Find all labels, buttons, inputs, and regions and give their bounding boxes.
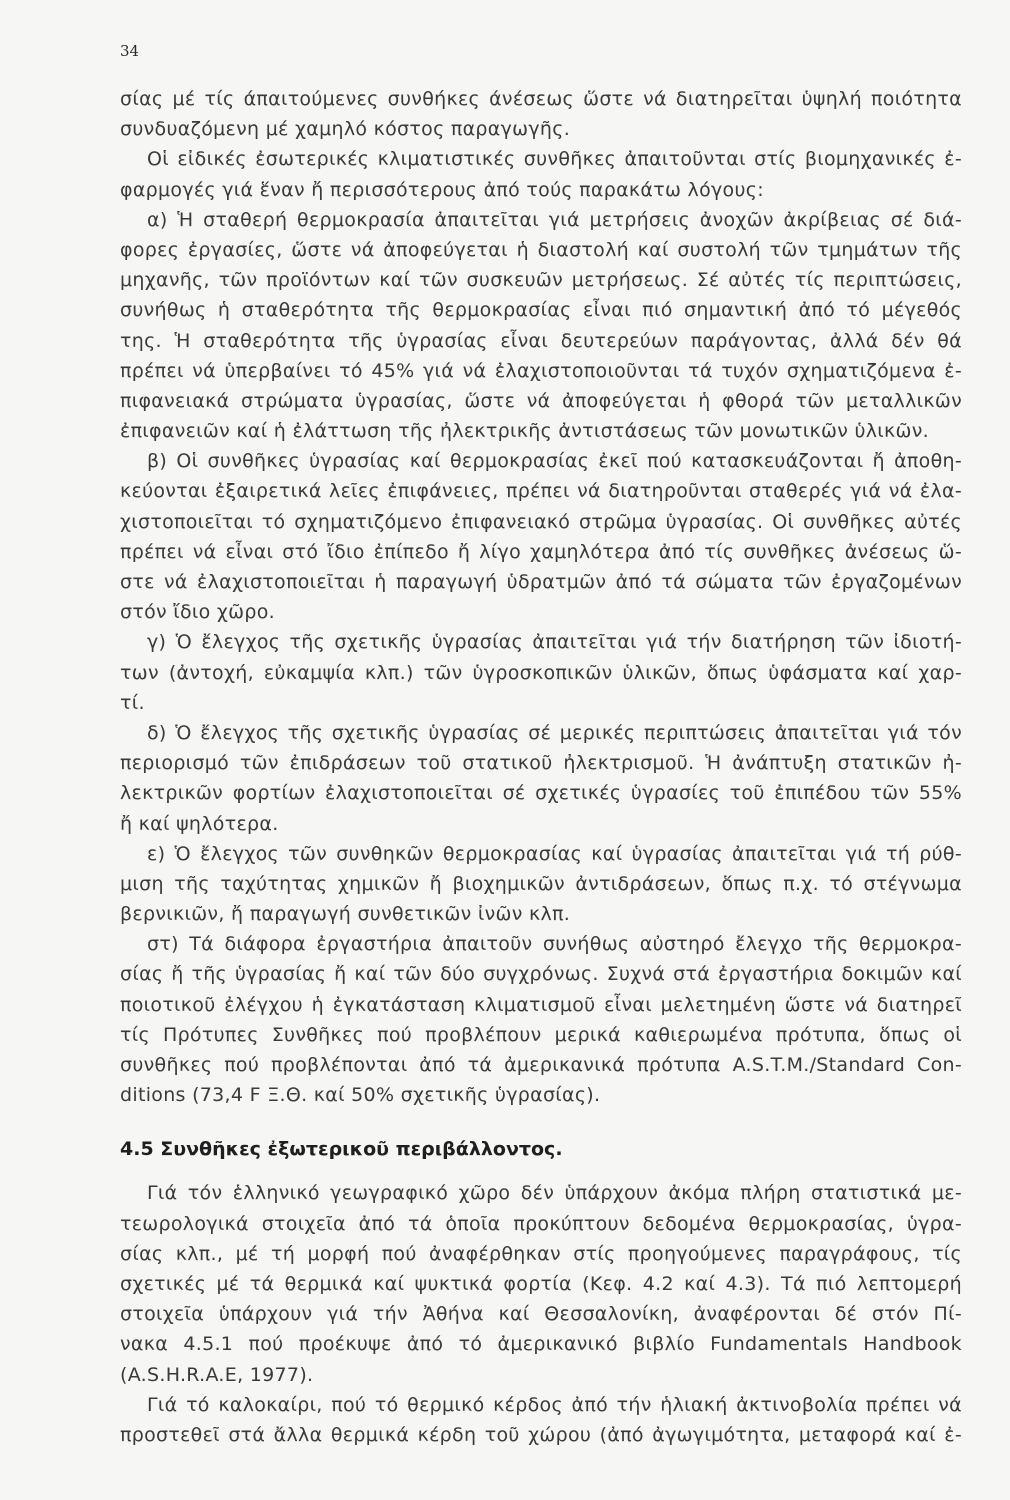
- text-line: της. Ἡ σταθερότητα τῆς ὑγρασίας εἶναι δευτερεύων παράγοντας, ἀλλά δέν θά: [120, 329, 962, 352]
- list-item-e: [120, 839, 962, 930]
- text-line: ε) Ὁ ἔλεγχος τῶν συνθηκῶν θερμοκρασίας καί ὑγρασίας ἀπαιτεῖται γιά τή ρύθ-: [147, 842, 962, 865]
- text-line: μιση τῆς ταχύτητας χημικῶν ἤ βιοχημικῶν ἀντιδράσεων, ὅπως π.χ. τό στέγνωμα: [120, 872, 962, 895]
- section-heading: 4.5 Συνθῆκες ἐξωτερικοῦ περιβάλλοντος.: [120, 1138, 563, 1161]
- text-line: πρέπει νά εἶναι στό ἴδιο ἐπίπεδο ἤ λίγο χαμηλότερα ἀπό τίς συνθῆκες ἀνέσεως ὥ-: [120, 540, 962, 563]
- text-line: σίας μέ τίς άπαιτούμενες συνθήκες άνέσεως ὥστε νά διατηρεῖται ὑψηλή ποιότητα: [120, 88, 962, 110]
- text-line: προστεθεῖ στά ἄλλα θερμικά κέρδη τοῦ χώρου (ἀπό ἀγωγιμότητα, μεταφορά καί ἐ-: [120, 1423, 962, 1446]
- text-line: πιφανειακά στρώματα ὑγρασίας, ὥστε νά ἀποφεύγεται ἡ φθορά τῶν μεταλλικῶν: [120, 389, 962, 412]
- text-line: ditions (73,4 F Ξ.Θ. καί 50% σχετικῆς ὑγρασίας).: [120, 1084, 601, 1107]
- text-line: β) Οἱ συνθῆκες ὑγρασίας καί θερμοκρασίας ἐκεῖ πού κατασκευάζονται ἤ ἀποθη-: [147, 450, 962, 473]
- text-line: Γιά τόν ἑλληνικό γεωγραφικό χῶρο δέν ὑπάρχουν ἀκόμα πλήρη στατιστικά με-: [147, 1182, 962, 1205]
- text-line: στοιχεῖα ὑπάρχουν γιά τήν Ἀθήνα καί Θεσσαλονίκη, ἀναφέρονται δέ στόν Πί-: [120, 1303, 962, 1326]
- text-line: λεκτρικῶν φορτίων ἐλαχιστοποιεῖται σέ σχετικές ὑγρασίες τοῦ ἐπιπέδου τῶν 55%: [120, 782, 962, 805]
- list-item-b: [120, 446, 962, 627]
- paragraph-summer: [120, 1390, 962, 1450]
- text-line: Οἱ εἰδικές ἐσωτερικές κλιματιστικές συνθῆκες ἀπαιτοῦνται στίς βιομηχανικές ἐ-: [147, 148, 962, 171]
- text-line: πρέπει νά ὑπερβαίνει τό 45% γιά νά ἐλαχιστοποιοῦνται τά τυχόν σχηματιζόμενα ἐ-: [120, 359, 962, 382]
- text-line: νακα 4.5.1 πού προέκυψε ἀπό τό ἀμερικανικό βιβλίο Fundamentals Handbook: [120, 1333, 962, 1356]
- list-item-a: [120, 205, 962, 447]
- text-line: (A.S.H.R.A.E, 1977).: [120, 1363, 314, 1386]
- paragraph-intro-reasons: [120, 144, 962, 204]
- text-line: τεωρολογικά στοιχεῖα ἀπό τά ὁποῖα προκύπτουν δεδομένα θερμοκρασίας, ὑγρα-: [120, 1212, 962, 1235]
- text-line: συνθῆκες πού προβλέπονται ἀπό τά ἀμερικανικά πρότυπα A.S.T.M./Standard Con-: [120, 1054, 962, 1076]
- text-line: Γιά τό καλοκαίρι, πού τό θερμικό κέρδος ἀπό τήν ἡλιακή ἀκτινοβολία πρέπει νά: [147, 1393, 962, 1416]
- text-line: στε νά ἐλαχιστοποιεῖται ἡ παραγωγή ὑδρατμῶν ἀπό τά σώματα τῶν ἐργαζομένων: [120, 571, 962, 593]
- text-line: συνδυαζόμενη μέ χαμηλό κόστος παραγωγῆς.: [120, 118, 571, 141]
- text-line: κεύονται ἐξαιρετικά λεῖες ἐπιφάνειες, πρέπει νά διατηροῦνται σταθερές γιά νά ἐλα-: [120, 480, 962, 503]
- text-line: φορες ἐργασίες, ὥστε νά ἀποφεύγεται ἡ διαστολή καί συστολή τῶν τμημάτων τῆς: [120, 238, 962, 261]
- text-line: μηχανῆς, τῶν προϊόντων καί τῶν συσκευῶν μετρήσεως. Σέ αὐτές τίς περιπτώσεις,: [120, 269, 962, 292]
- text-line: ποιοτικοῦ ἐλέγχου ἡ ἐγκατάσταση κλιματισμοῦ εἶναι μελετημένη ὥστε νά διατηρεῖ: [120, 993, 962, 1016]
- text-line: των (ἀντοχή, εὐκαμψία κλπ.) τῶν ὑγροσκοπικῶν ὑλικῶν, ὅπως ὑφάσματα καί χαρ-: [120, 661, 962, 684]
- page-content: [120, 84, 962, 1450]
- list-item-c: [120, 627, 962, 718]
- text-line: χιστοποιεῖται τό σχηματιζόμενο ἐπιφανειακό στρῶμα ὑγρασίας. Οἱ συνθῆκες αὐτές: [120, 510, 962, 533]
- text-line: σίας ἤ τῆς ὑγρασίας ἤ καί τῶν δύο συγχρόνως. Συχνά στά ἐργαστήρια δοκιμῶν καί: [120, 963, 962, 986]
- list-item-st: [120, 929, 962, 1110]
- text-line: συνήθως ἡ σταθερότητα τῆς θερμοκρασίας εἶναι πιό σημαντική ἀπό τό μέγεθός: [120, 299, 962, 322]
- page-number: 34: [120, 42, 140, 60]
- text-line: περιορισμό τῶν ἐπιδράσεων τοῦ στατικοῦ ἠλεκτρισμοῦ. Ἡ ἀνάπτυξη στατικῶν ἠ-: [120, 752, 962, 775]
- text-line: ἤ καί ψηλότερα.: [120, 812, 279, 835]
- text-line: τί.: [120, 691, 145, 714]
- text-line: α) Ἡ σταθερή θερμοκρασία ἀπαιτεῖται γιά μετρήσεις ἀνοχῶν ἀκρίβειας σέ διά-: [147, 208, 962, 231]
- paragraph-greek-climate-data: [120, 1178, 962, 1389]
- text-line: σχετικές μέ τά θερμικά καί ψυκτικά φορτία (Κεφ. 4.2 καί 4.3). Τά πιό λεπτομερή: [120, 1272, 962, 1295]
- text-line: δ) Ὁ ἔλεγχος τῆς σχετικῆς ὑγρασίας σέ μερικές περιπτώσεις ἀπαιτεῖται γιά τόν: [147, 721, 962, 744]
- text-line: στ) Τά διάφορα ἐργαστήρια ἀπαιτοῦν συνήθως αὐστηρό ἔλεγχο τῆς θερμοκρα-: [147, 933, 962, 956]
- text-line: σίας κλπ., μέ τή μορφή πού ἀναφέρθηκαν στίς προηγούμενες παραγράφους, τίς: [120, 1242, 962, 1265]
- text-line: τίς Πρότυπες Συνθῆκες πού προβλέπουν μερικά καθιερωμένα πρότυπα, ὅπως οἱ: [120, 1023, 962, 1046]
- text-line: ἐπιφανειῶν καί ἡ ἐλάττωση τῆς ἠλεκτρικῆς ἀντιστάσεως τῶν μονωτικῶν ὑλικῶν.: [120, 420, 930, 443]
- text-line: φαρμογές γιά ἕναν ἤ περισσότερους ἀπό τούς παρακάτω λόγους:: [120, 178, 764, 201]
- text-line: γ) Ὁ ἔλεγχος τῆς σχετικῆς ὑγρασίας ἀπαιτεῖται γιά τήν διατήρηση τῶν ἰδιοτή-: [147, 631, 962, 654]
- list-item-d: [120, 718, 962, 839]
- text-line: στόν ἴδιο χῶρο.: [120, 601, 276, 624]
- text-line: βερνικιῶν, ἤ παραγωγή συνθετικῶν ἰνῶν κλπ.: [120, 903, 571, 926]
- paragraph-continuation: [120, 84, 962, 144]
